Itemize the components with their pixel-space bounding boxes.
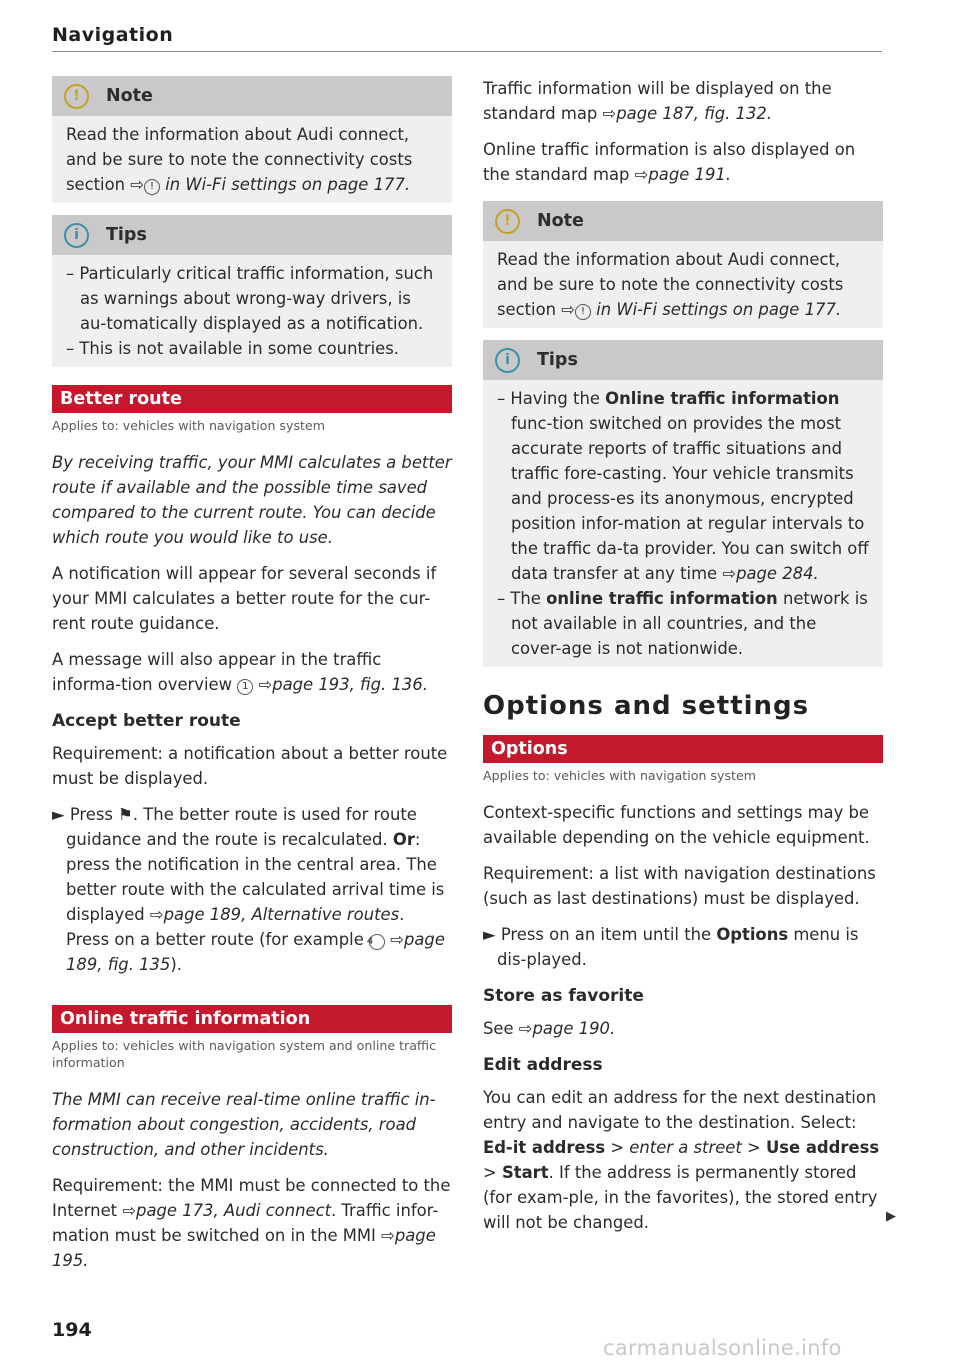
info-circle-icon: i (64, 223, 89, 248)
cross-reference-link[interactable]: page 191. (648, 165, 732, 184)
paragraph: Context-specific functions and settings may be available depending on the vehicle equipment. (483, 803, 870, 847)
requirement-text: Requirement: a list with navigation destinations (such as last destinations) must be displayed. (483, 864, 876, 908)
watermark: carmanualsonline.info (603, 1336, 842, 1360)
paragraph: A message will also appear in the traffic informa-tion overview 1 ⇨page 193, fig. 136. (52, 650, 428, 694)
section-heading-better-route: Better route (52, 385, 452, 413)
intro-paragraph: The MMI can receive real-time online traffic in-formation about congestion, accidents, road construction, and other incidents. (52, 1090, 436, 1159)
warning-circle-icon: ! (144, 179, 160, 195)
cross-reference-link[interactable]: page 284. (736, 564, 819, 583)
subheading: Store as favorite (483, 986, 644, 1006)
arrow-icon: ⇨ (122, 1201, 137, 1220)
tip-item: – Particularly critical traffic information, such as warnings about wrong-way drivers, is au-tomatically displayed as a notification. (66, 264, 434, 333)
right-column (483, 76, 883, 1246)
page-number: 194 (52, 1319, 92, 1341)
left-column (52, 76, 452, 1284)
requirement-text: Requirement: the MMI must be connected to the Internet ⇨page 173, Audi connect. Traffic infor-mation must be switched on in the MMI ⇨page 195. (52, 1176, 451, 1270)
cross-reference-link[interactable]: page 173, Audi connect (136, 1201, 332, 1220)
callout-number: 4 (369, 934, 385, 950)
intro-paragraph: By receiving traffic, your MMI calculates a better route if available and the possible time saved compared to the current route. You can decide which route you would like to use. (52, 453, 452, 547)
page-header-title: Navigation (52, 24, 174, 46)
instruction-bullet: ► Press ⚑. The better route is used for route guidance and the route is recalculated. Or: press the notification in the central area. The better route with the calculated arrival time is displayed ⇨page 189, Alternative routes. Press on a better route (for example 4 ⇨page 189, fig. 135). (52, 805, 445, 974)
requirement-text: Requirement: a notification about a better route must be displayed. (52, 744, 448, 788)
paragraph: Online traffic information is also displayed on the standard map ⇨page 191. (483, 140, 856, 184)
route-flag-icon: ⚑ (118, 805, 133, 824)
arrow-icon: ⇨ (561, 300, 575, 319)
note-box: ! Note Read the information about Audi connect, and be sure to note the connectivity costs section ⇨ ! in Wi-Fi settings on page 177. (52, 76, 452, 203)
applies-to-text: Applies to: vehicles with navigation system and online traffic information (52, 1038, 437, 1070)
section-heading-options: Options (483, 735, 883, 763)
instruction-bullet: ► Press on an item until the Options menu is dis-played. (483, 925, 859, 969)
cross-reference-link[interactable]: page 189, Alternative routes (163, 905, 400, 924)
arrow-icon: ⇨ (381, 1226, 395, 1245)
tips-title: Tips (537, 350, 578, 370)
cross-reference-link[interactable]: in Wi-Fi settings on page 177. (165, 175, 411, 194)
cross-reference-link[interactable]: page 187, fig. 132. (616, 104, 773, 123)
cross-reference-link[interactable]: in Wi-Fi settings on page 177. (596, 300, 842, 319)
info-circle-icon: i (495, 348, 520, 373)
paragraph: You can edit an address for the next destination entry and navigate to the destination. Select: Ed-it address > enter a street > Use address > Start. If the address is permanently stored (for exam-ple, in the favorites), the stored entry will not be changed. (483, 1088, 880, 1232)
cross-reference-link[interactable]: page 193, fig. 136. (272, 675, 428, 694)
applies-to-text: Applies to: vehicles with navigation system (52, 418, 325, 433)
arrow-icon: ⇨ (722, 564, 737, 583)
note-title: Note (537, 211, 584, 231)
tips-title: Tips (106, 225, 147, 245)
note-title: Note (106, 86, 153, 106)
paragraph: Traffic information will be displayed on the standard map ⇨page 187, fig. 132. (483, 79, 832, 123)
paragraph: See ⇨page 190. (483, 1019, 616, 1038)
tips-box (483, 340, 883, 667)
exclamation-circle-icon: ! (64, 84, 89, 109)
subheading: Edit address (483, 1055, 603, 1075)
note-box: ! Note Read the information about Audi connect, and be sure to note the connectivity costs section ⇨ ! in Wi-Fi settings on page 177. (483, 201, 883, 328)
tip-item: – Having the Online traffic information func-tion switched on provides the most accurate reports of traffic situations and traffic fore-casting. Your vehicle transmits and process-es its anonymous, encrypted position infor-mation at regular intervals to the traffic da-ta provider. You can switch off data transfer at any time ⇨page 284. (497, 389, 869, 583)
applies-to-text: Applies to: vehicles with navigation system (483, 768, 756, 783)
cross-reference-link[interactable]: page 189, fig. 135 (66, 930, 445, 974)
arrow-icon: ⇨ (258, 675, 273, 694)
tip-item: – This is not available in some countries. (66, 339, 400, 358)
arrow-icon: ⇨ (390, 930, 404, 949)
tip-item: – The online traffic information network is not available in all countries, and the cover-age is not nationwide. (497, 589, 868, 658)
chapter-title: Options and settings (483, 691, 810, 721)
arrow-icon: ⇨ (634, 165, 649, 184)
subheading: Accept better route (52, 711, 241, 731)
exclamation-circle-icon: ! (495, 209, 520, 234)
paragraph: A notification will appear for several seconds if your MMI calculates a better route for the cur-rent route guidance. (52, 564, 437, 633)
tips-box (52, 215, 452, 367)
arrow-icon: ⇨ (518, 1019, 533, 1038)
callout-number: 1 (237, 679, 253, 695)
arrow-icon: ⇨ (149, 905, 164, 924)
continued-arrow-icon: ▶ (886, 1209, 896, 1224)
header-divider (52, 51, 882, 52)
cross-reference-link[interactable]: page 190. (532, 1019, 616, 1038)
cross-reference-link[interactable]: page 195. (52, 1226, 436, 1270)
warning-circle-icon: ! (575, 304, 591, 320)
section-heading-online-traffic: Online traffic information (52, 1005, 452, 1033)
arrow-icon: ⇨ (130, 175, 144, 194)
arrow-icon: ⇨ (602, 104, 617, 123)
